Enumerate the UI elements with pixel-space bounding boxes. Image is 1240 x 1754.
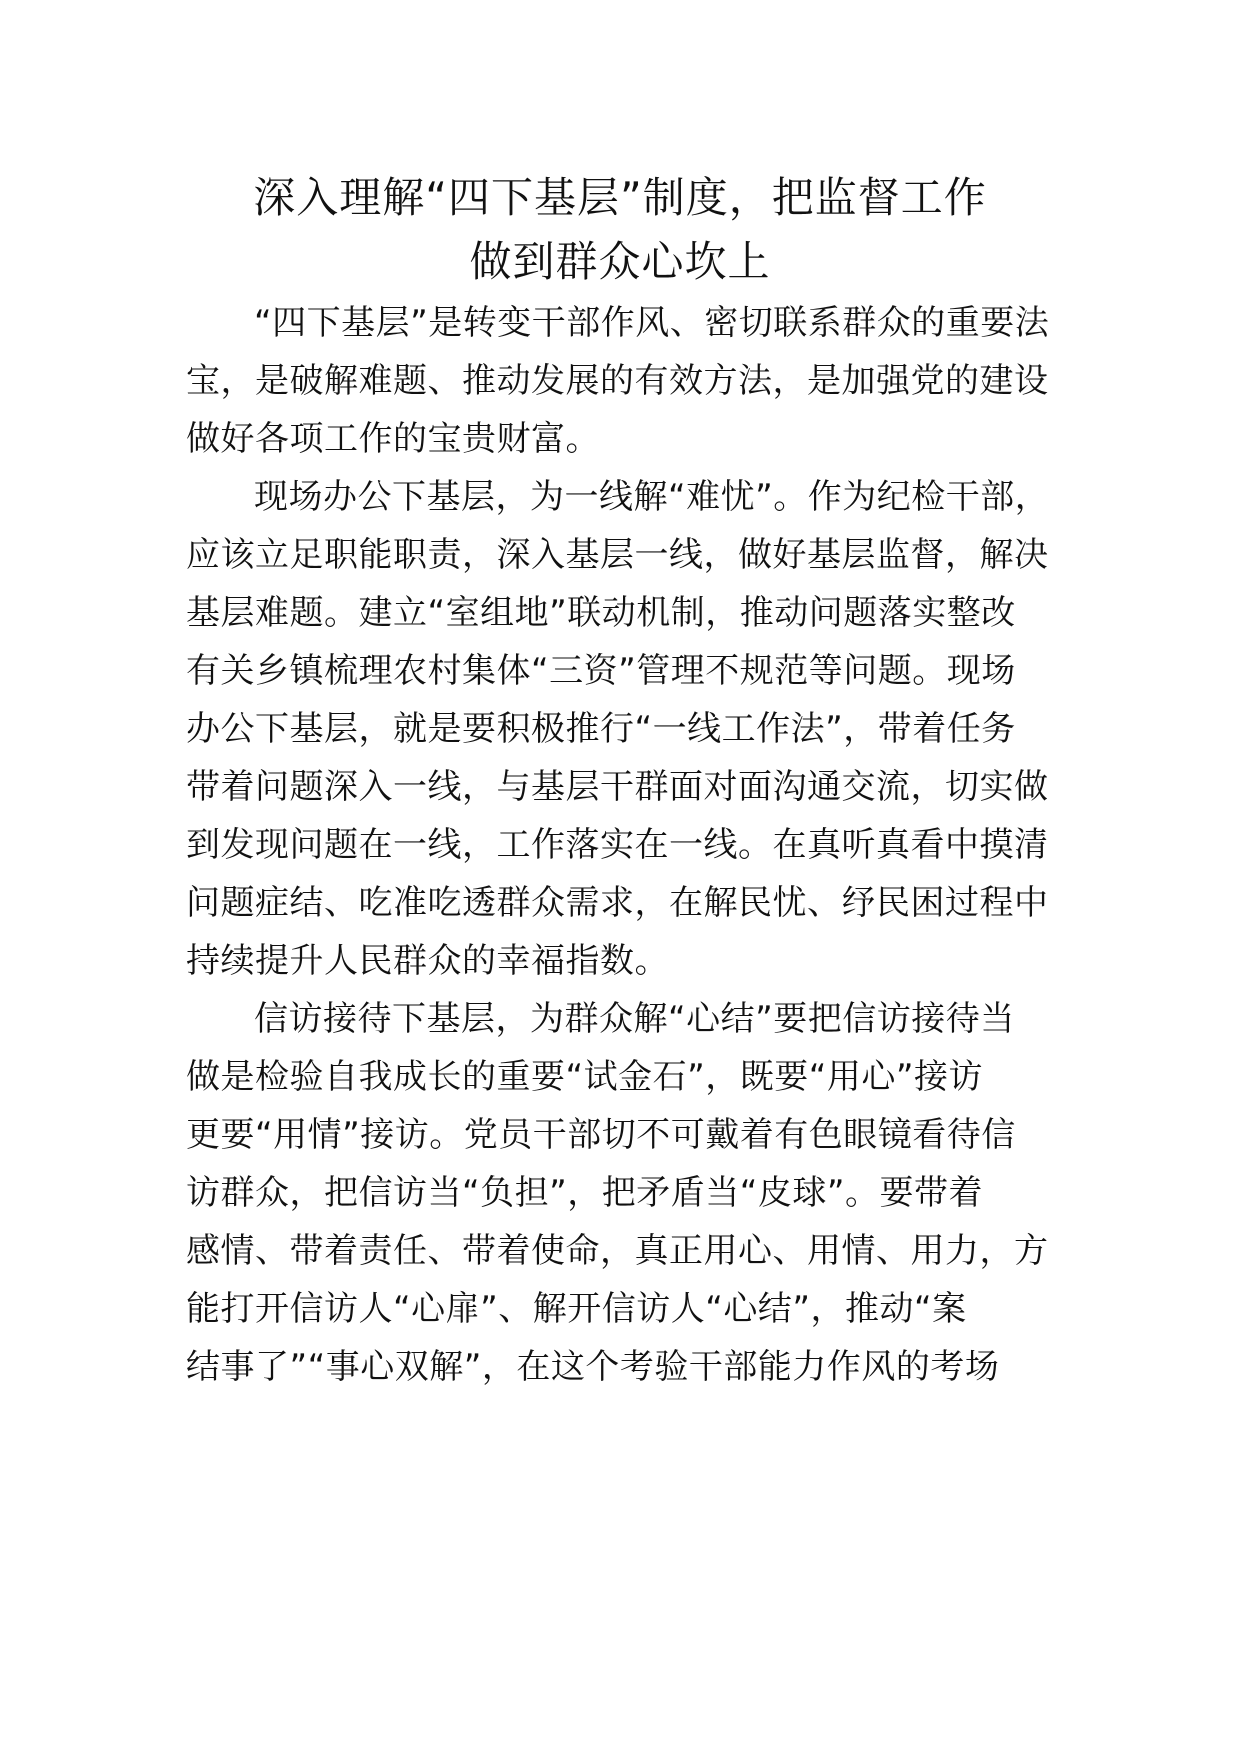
paragraph-1-line-2: 宝，是破解难题、推动发展的有效方法，是加强党的建设 — [186, 361, 1049, 401]
document-title-line-2: 做到群众心坎上 — [469, 237, 771, 286]
paragraph-1-line-3: 做好各项工作的宝贵财富。 — [186, 419, 600, 459]
paragraph-1-line-1: “四下基层”是转变干部作风、密切联系群众的重要法 — [254, 303, 1050, 343]
paragraph-3-line-1: 信访接待下基层，为群众解“心结”要把信访接待当 — [254, 999, 1015, 1039]
paragraph-3-line-4: 访群众，把信访当“负担”，把矛盾当“皮球”。要带着 — [186, 1173, 983, 1213]
paragraph-2-line-7: 到发现问题在一线，工作落实在一线。在真听真看中摸清 — [186, 825, 1049, 865]
paragraph-2-line-6: 带着问题深入一线，与基层干群面对面沟通交流，切实做 — [186, 767, 1049, 807]
paragraph-3-line-2: 做是检验自我成长的重要“试金石”，既要“用心”接访 — [186, 1057, 983, 1097]
paragraph-2-line-3: 基层难题。建立“室组地”联动机制，推动问题落实整改 — [186, 593, 1016, 633]
paragraph-2-line-5: 办公下基层，就是要积极推行“一线工作法”，带着任务 — [186, 709, 1016, 749]
paragraph-2-line-2: 应该立足职能职责，深入基层一线，做好基层监督，解决 — [186, 535, 1049, 575]
document-title-line-1: 深入理解“四下基层”制度，把监督工作 — [253, 173, 987, 222]
paragraph-3-line-3: 更要“用情”接访。党员干部切不可戴着有色眼镜看待信 — [186, 1115, 1016, 1155]
paragraph-2-line-8: 问题症结、吃准吃透群众需求，在解民忧、纾民困过程中 — [186, 883, 1049, 923]
paragraph-2-line-4: 有关乡镇梳理农村集体“三资”管理不规范等问题。现场 — [186, 651, 1016, 691]
paragraph-3-line-7: 结事了”“事心双解”，在这个考验干部能力作风的考场 — [186, 1347, 1000, 1387]
paragraph-3-line-6: 能打开信访人“心扉”、解开信访人“心结”，推动“案 — [186, 1289, 967, 1329]
paragraph-2-line-1: 现场办公下基层，为一线解“难忧”。作为纪检干部， — [254, 477, 1050, 517]
paragraph-3-line-5: 感情、带着责任、带着使命，真正用心、用情、用力，方 — [186, 1231, 1049, 1271]
paragraph-2-line-9: 持续提升人民群众的幸福指数。 — [186, 941, 669, 981]
